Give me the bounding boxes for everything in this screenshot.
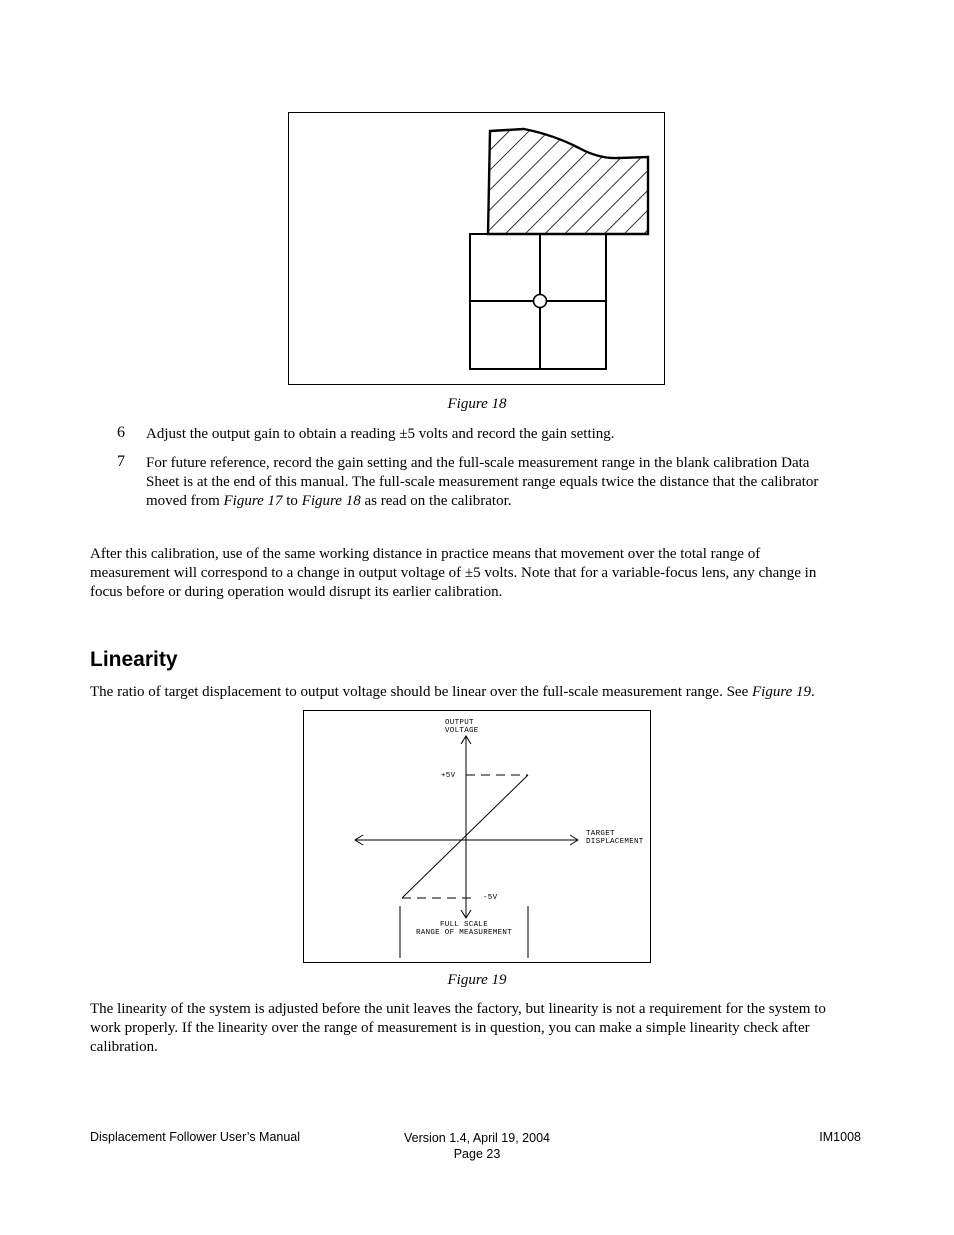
step-7-line-3 xyxy=(146,492,866,511)
sensor-grid xyxy=(470,234,606,369)
step-6-text: Adjust the output gain to obtain a reading ±5 volts and record the gain setting. xyxy=(146,426,615,442)
step-7-text-c: as read on the calibrator. xyxy=(360,493,512,509)
target-shape xyxy=(479,123,659,243)
footer-page-number: Page 23 xyxy=(453,1147,501,1161)
figure-19-reference: Figure 19 xyxy=(752,684,812,700)
figure-18-caption: Figure 18 xyxy=(447,396,507,412)
footer-document-id: IM1008 xyxy=(819,1130,861,1144)
linearity-check-line-1: The linearity of the system is adjusted before the unit leaves the factory, but linearity is not a requirement for the system to xyxy=(90,1001,826,1017)
y-axis-label-line-1: OUTPUT xyxy=(445,719,474,727)
linearity-check-line-2: work properly. If the linearity over the range of measurement is in question, you can make a simple linearity check after xyxy=(90,1020,810,1036)
linearity-check-line-3: calibration. xyxy=(90,1039,158,1055)
calibration-line-3: focus before or during operation would disrupt its earlier calibration. xyxy=(90,584,503,600)
center-point-icon xyxy=(534,295,547,308)
calibration-line-2: measurement will correspond to a change in output voltage of ±5 volts. Note that for a variable-focus lens, any change in xyxy=(90,565,817,581)
linearity-intro-text: The ratio of target displacement to output voltage should be linear over the full-scale measurement range. See xyxy=(90,684,752,700)
step-7-number: 7 xyxy=(117,453,125,470)
figure-19 xyxy=(303,710,651,963)
x-axis-label xyxy=(586,830,644,846)
step-7-line-1: For future reference, record the gain setting and the full-scale measurement range in the blank calibration Data xyxy=(146,455,810,471)
footer-version-block xyxy=(400,1130,554,1162)
step-7-text-a: moved from xyxy=(146,493,224,509)
calibration-paragraph xyxy=(90,545,860,602)
minus-5v-label: -5V xyxy=(483,894,498,902)
x-axis-label-line-1: TARGET xyxy=(586,830,615,838)
y-axis-label-line-2: VOLTAGE xyxy=(445,727,479,735)
figure-18 xyxy=(288,112,665,385)
linearity-intro-end: . xyxy=(811,684,815,700)
step-7-text-b: to xyxy=(282,493,302,509)
footer-manual-title: Displacement Follower User’s Manual xyxy=(90,1130,301,1144)
footer-version: Version 1.4, April 19, 2004 xyxy=(404,1131,550,1145)
response-line xyxy=(402,775,528,898)
y-axis-label xyxy=(445,719,479,735)
figure-19-caption: Figure 19 xyxy=(447,972,507,988)
range-label-line-1: FULL SCALE xyxy=(439,921,488,929)
linearity-check-paragraph xyxy=(90,1000,860,1057)
linearity-intro xyxy=(90,683,860,702)
figure-17-reference: Figure 17 xyxy=(223,493,283,509)
figure-18-reference: Figure 18 xyxy=(301,493,361,509)
range-label xyxy=(400,921,528,937)
x-axis-label-line-2: DISPLACEMENT xyxy=(586,838,644,846)
range-label-line-2: RANGE OF MEASUREMENT xyxy=(415,929,512,937)
plus-5v-label: +5V xyxy=(441,772,456,780)
step-6-number: 6 xyxy=(117,424,125,441)
step-7-text xyxy=(146,454,866,511)
calibration-line-1: After this calibration, use of the same working distance in practice means that movement over the total range of xyxy=(90,546,761,562)
figure-18-drawing xyxy=(289,113,664,384)
linearity-heading: Linearity xyxy=(90,648,178,671)
step-7-line-2: Sheet is at the end of this manual. The full-scale measurement range equals twice the distance that the calibrator xyxy=(146,474,819,490)
